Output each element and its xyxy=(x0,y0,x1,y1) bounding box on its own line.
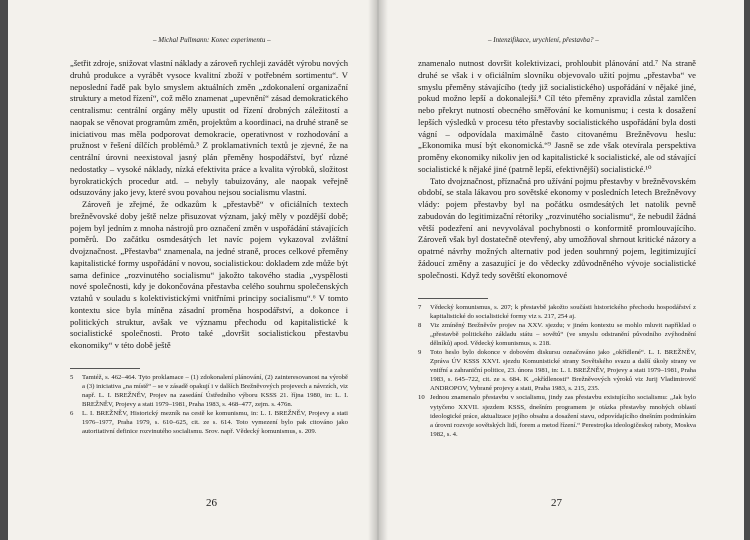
footnote-number: 7 xyxy=(418,304,422,311)
footnote xyxy=(418,303,696,321)
book-gutter xyxy=(368,0,388,540)
footnote xyxy=(418,348,696,393)
footnote-number: 10 xyxy=(418,394,425,402)
running-header-left: – Michal Pullmann: Konec experimentu – xyxy=(153,36,271,44)
footnote xyxy=(70,373,348,409)
footnote-number: 5 xyxy=(70,374,74,381)
footnote-rule xyxy=(418,298,488,299)
footnote xyxy=(418,393,696,438)
footnote-number: 8 xyxy=(418,322,422,330)
running-header-right: – Intenzifikace, urychlení, přestavba? – xyxy=(488,36,599,44)
footnote-text: Viz zmíněný Brežněvův projev na XXV. sjezdu; v jiném kontextu se mohlo mluvit například o „přestavbě politického základu státu – sovětů“ (ve smyslu odstranění původního zvýhodnění dělníků) apod. Vědecký komunismus, s. 218. xyxy=(430,322,696,348)
paragraph: „šetřit zdroje, snižovat vlastní náklady a zároveň rychleji zavádět výrobu nových druhů produkce a vyrábět vysoce kvalitní zboží v potřebném sortimentu“. V neposlední řadě pak bylo smyslem aktuálních změn „zdokonalení organizační struktury a metod řízení“, což mělo znamenat „upevnění“ zásad demokratického centralismu: centrální orgány měly upustit od řízení drobných záležitostí a naopak se věnovat programům změn, projektům a koordinaci, na druhé straně se iniciativou mas měla podporovat demokracie, operativnost v rozhodování a pružnost v řešení dílčích problémů.⁵ Z proklamativních textů je zjevné, že na centrální úrovni neexistoval jasný plán přeměny hospodářství, byť různé nedostatky – vysoké náklady, nízká efektivita práce a kvalita výrobků, složitost byrokratických procedur atd. – nebyly tabuizovány, ale naopak veřejně odsuzovány jako jevy, které svou povahou nejsou socialismu vlastní. xyxy=(70,58,349,198)
footnote-text: Vědecký komunismus, s. 207; k přestavbě jakožto součásti historického přechodu hospodářství z kapitalistické do socialistické formy viz s. 217, 254 aj. xyxy=(430,304,696,321)
footnote-text: Toto heslo bylo dokonce v dobovém diskursu označováno jako „okřídlené“. L. I. BREŽNĚV, Zpráva ÚV KSSS XXVI. sjezdu Komunistické strany Sovětského svazu a další úkoly strany ve vnitřní a zahraniční politice, 23. února 1981, in: L. I. BREŽNĚV, Projevy a stati 1979–1981, Praha 1983, s. 645–722, cit. ze s. 684. K „okřídlenosti“ Brežněvových výroků viz Jurij Vladimirovič ANDROPOV, Vybrané projevy a stati, Praha 1983, s. 215, 235. xyxy=(430,349,696,393)
right-page xyxy=(378,0,744,540)
footnote-text: L. I. BREŽNĚV, Historický mezník na cestě ke komunismu, in: L. I. BREŽNĚV, Projevy a stati 1976–1977, Praha 1979, s. 610–625, cit. ze s. 614. Toto vymezení bylo pak citováno jako autoritativní definice rozvinutého socialismu. Srov. např. Vědecký komunismus, s. 209. xyxy=(82,410,348,436)
footnote-text: Jednou znamenalo přestavbu v socialismu, jindy zas přestavbu existujícího socialismu: „Jak bylo vytyčeno XXVII. sjezdem KSSS, dnešním programem je otázka přestavby mnohých oblastí ideologické práce, aktualizace jejího obsahu a dosažení stavu, odpovídajícího dnešním podmínkám a úrovni rozvoje sovětských lidí, forem a metod řízení.“ Perestrojka ideologičeskoj raboty, Moskva 1982, s. 4. xyxy=(430,394,696,438)
footnote-text: Tamtéž, s. 462–464. Tyto proklamace – (1) zdokonalení plánování, (2) zainteresovanost na výrobě a (3) iniciativa „na místě“ – se v zásadě opakují i v dalších Brežněvových projevech a návrzích, viz např. L. I. BREŽNĚV, Projev na zasedání Ústředního výboru KSSS 21. října 1980, in: L. I. BREŽNĚV, Projevy a stati 1979–1981, Praha 1983, s. 468–477, zejm. s. 476n. xyxy=(82,374,348,409)
page-number-right: 27 xyxy=(551,497,562,509)
left-footnotes xyxy=(70,373,348,436)
right-body-text xyxy=(418,58,696,281)
paragraph: Zároveň je zřejmé, že odkazům k „přestavbě“ v oficiálních textech brežněvovské doby ještě nelze přisuzovat význam, jaký měly v pozdější době; pojem byl jedním z mnoha nástrojů pro označení změn v uspořádání stávajících poměrů. Do začátku osmdesátých let navíc pojem vykazoval zvláštní dvojznačnost. „Přestavba“ znamenala, na jedné straně, proces celkové přeměny kapitalistické formy uspořádání v novou, socialistickou: dokladem zde může být sama definice „rozvinutého socialismu“ jakožto takového stadia „vyspělosti nové společnosti, kdy je dokončována přestavba celého souhrnu společenských vztahů v souladu s kolektivistickými vnitřními principy socialismu“.⁶ V tomto kontextu sice byla míněna zásadní proměna hospodářství, a dokonce i politických struktur, avšak ve významu přechodu od kapitalistické k socialistické společnosti. Proto také „dovršit socialistickou přestavbu ekonomiky“ v této době ještě xyxy=(70,199,348,350)
left-body-text xyxy=(70,58,348,352)
footnote-number: 6 xyxy=(70,410,74,418)
right-footnotes xyxy=(418,303,696,439)
footnote xyxy=(70,409,348,436)
left-page xyxy=(8,0,376,540)
page-number-left: 26 xyxy=(206,497,217,509)
footnote-number: 9 xyxy=(418,349,422,357)
book-spread xyxy=(8,0,744,540)
paragraph: znamenalo nutnost dovršit kolektivizaci, prohloubit plánování atd.⁷ Na straně druhé se však i v oficiálním slovníku objevovalo užití pojmu „přestavba“ ve smyslu přeměny stávajícího (tedy již socialistického) uspořádání v nějaké jiné, pokud možno lepší a dokonalejší.⁸ Cíl této přeměny zpravidla zůstal zamlčen nebo překryt nutností obecného směřování ke komunismu; i cesta k dosažení lepších výsledků v procesu této přestavby socialistického uspořádání byla dosti vágní – odpovídala maximálně často citovanému Brežněvovu heslu: „Ekonomika musí být ekonomická.“⁹ Jasně se zde však otevírala perspektiva proměny ekonomiky nikoliv jen od kapitalistické k socialistické, ale od stávající socialistické k nějaké jiné (patrně lepší, efektivnější) socialistické.¹⁰ xyxy=(418,58,696,174)
paragraph: Tato dvojznačnost, příznačná pro užívání pojmu přestavby v brežněvovském období, se stala lákavou pro sovětské ekonomy v posledních letech Brežněvovy vlády: pojem přestavby byl na počátku osmdesátých let natolik pevně zabudován do legitimizační rétoriky „rozvinutého socialismu“, že nebudil žádná větší podezření ani nevyvolával pochybnosti o konformitě promlouvajícího. Zároveň však byl dostatečně otevřený, aby umožňoval shrnout kritické názory a opatrné návrhy možných alternativ pod jeden souhrnný pojem, legitimizující žádoucí změny a zasazující je do vědecky zdůvodněného vývoje socialistické společnosti. Když tedy sovětští ekonomové xyxy=(418,175,696,280)
footnote xyxy=(418,321,696,348)
footnote-rule xyxy=(70,368,140,369)
